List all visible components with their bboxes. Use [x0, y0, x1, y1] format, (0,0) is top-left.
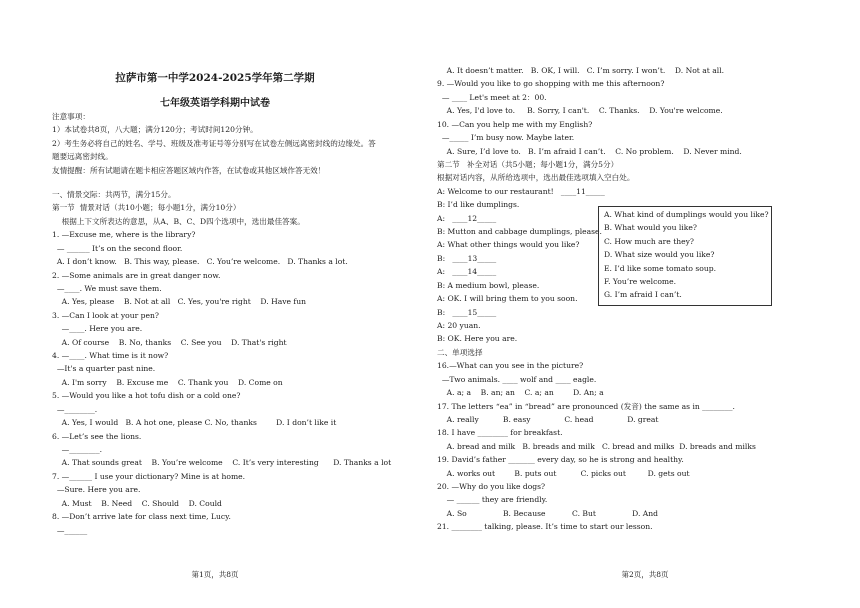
question-line: A. works out B. puts out C. picks out D. gets out	[437, 469, 690, 478]
question-line: B: A medium bowl, please.	[437, 281, 540, 290]
question-line: — ______ It’s on the second floor.	[52, 244, 183, 253]
question-line: 2. —Some animals are in great danger now.	[52, 271, 221, 280]
question-line: A: 20 yuan.	[437, 321, 481, 330]
option-item: D. What size would you like?	[604, 250, 715, 260]
footer-left: 第1页，共8页	[191, 570, 239, 579]
question-line: —____. We must save them.	[52, 284, 162, 293]
question-line: 16.—What can you see in the picture?	[437, 361, 584, 370]
question-line: —Sure. Here you are.	[52, 485, 141, 494]
notice-line: 2）考生务必将自己的姓名、学号、班级及准考证号等分别写在试卷左侧远离密封线的边缘处。答	[52, 139, 376, 148]
question-line: A. So B. Because C. But D. And	[437, 509, 659, 518]
question-line: 21. ________ talking, please. It’s time to start our lesson.	[437, 522, 653, 531]
question-line: A. really B. easy C. head D. great	[437, 415, 659, 424]
question-line: A: ____12_____	[437, 214, 497, 223]
question-line: 第二节 补全对话（共5小题；每小题1分，满分5分）	[437, 160, 619, 169]
question-line: —_____ I’m busy now. Maybe later.	[437, 133, 575, 142]
question-line: —____. Here you are.	[52, 324, 143, 333]
question-line: A. That sounds great B. You’re welcome C. It’s very interesting D. Thanks a lot	[52, 458, 392, 467]
question-line: — ______ they are friendly.	[437, 495, 548, 504]
question-line: A. Yes, please B. Not at all C. Yes, you're right D. Have fun	[52, 297, 307, 306]
option-item: B. What would you like?	[604, 223, 697, 233]
question-line: —________.	[52, 445, 103, 454]
question-line: B: ____13_____	[437, 254, 497, 263]
question-line: A. I don’t know. B. This way, please. C. You’re welcome. D. Thanks a lot.	[52, 257, 348, 266]
notice-line: 1）本试卷共8页，八大题；满分120分；考试时间120分钟。	[52, 125, 258, 134]
question-line: —It's a quarter past nine.	[52, 364, 156, 373]
question-line: A: What other things would you like?	[437, 240, 580, 249]
exam-title: 拉萨市第一中学2024-2025学年第二学期	[115, 72, 315, 84]
question-line: 20. —Why do you like dogs?	[437, 482, 546, 491]
question-line: 6. —Let’s see the lions.	[52, 432, 142, 441]
question-line: A. a; a B. an; an C. a; an D. An; a	[437, 388, 604, 397]
question-line: 19. David’s father _______ every day, so he is strong and healthy.	[437, 455, 684, 464]
question-line: A. bread and milk B. breads and milk C. bread and milks D. breads and milks	[437, 442, 756, 451]
question-line: — ____ Let's meet at 2：00.	[437, 93, 547, 102]
question-line: 4. —____. What time is it now?	[52, 351, 169, 360]
question-line: A. Sure, I’d love to. B. I’m afraid I can’t. C. No problem. D. Never mind.	[437, 147, 742, 156]
question-line: 根据对话内容，从所给选项中，选出最佳选项填入空白处。	[437, 173, 635, 182]
option-item: G. I’m afraid I can’t.	[604, 290, 682, 300]
question-line: 3. —Can I look at your pen?	[52, 311, 160, 320]
question-line: 一、情景交际：共两节，满分15分。	[52, 190, 176, 199]
question-line: 9. —Would you like to go shopping with me this afternoon?	[437, 79, 665, 88]
question-line: 1. —Excuse me, where is the library?	[52, 230, 196, 239]
question-line: 第一节 情景对话（共10小题；每小题1分，满分10分）	[52, 203, 241, 212]
question-line: —________.	[52, 405, 98, 414]
option-item: A. What kind of dumplings would you like?	[604, 210, 769, 219]
question-line: A: OK. I will bring them to you soon.	[437, 294, 578, 303]
question-line: A: ____14_____	[437, 267, 497, 276]
question-line: A. Yes, I'd love to. B. Sorry, I can't. C. Thanks. D. You're welcome.	[437, 106, 723, 115]
question-line: A. Yes, I would B. A hot one, please C. No, thanks D. I don’t like it	[52, 418, 337, 427]
question-line: A. Must B. Need C. Should D. Could	[52, 499, 222, 508]
option-item: E. I’d like some tomato soup.	[604, 263, 717, 273]
question-line: —Two animals. ____ wolf and ____ eagle.	[437, 375, 597, 384]
footer-right: 第2页，共8页	[621, 570, 669, 579]
notice-line: 友情提醒：所有试题请在题卡相应答题区域内作答，在试卷或其他区域作答无效！	[52, 166, 326, 175]
question-line: B: OK. Here you are.	[437, 334, 518, 343]
question-line: B: ____15_____	[437, 308, 497, 317]
question-line: A: Welcome to our restaurant! ____11_____	[437, 187, 605, 196]
question-line: —______	[52, 526, 88, 535]
option-item: F. You’re welcome.	[604, 277, 677, 286]
notice-line: 题要远离密封线。	[52, 152, 113, 161]
question-line: B: Mutton and cabbage dumplings, please.	[437, 227, 602, 236]
question-line: B: I’d like dumplings.	[437, 200, 520, 209]
exam-subtitle: 七年级英语学科期中试卷	[160, 98, 270, 109]
question-line: 18. I have ________ for breakfast.	[437, 428, 563, 437]
question-line: A. It doesn’t matter. B. OK, I will. C. I’m sorry. I won’t. D. Not at all.	[437, 66, 725, 75]
question-line: 7. —______ I use your dictionary? Mine is at home.	[52, 472, 246, 481]
question-line: 二、单项选择	[437, 348, 483, 357]
question-line: 5. —Would you like a hot tofu dish or a cold one?	[52, 391, 241, 400]
options-box	[598, 206, 772, 306]
question-line: 根据上下文所表达的意思，从A、B、C、D四个选项中，选出最佳答案。	[52, 217, 305, 226]
question-line: 8. —Don’t arrive late for class next time, Lucy.	[52, 512, 231, 521]
question-line: A. I'm sorry B. Excuse me C. Thank you D. Come on	[52, 378, 283, 387]
question-line: A. Of course B. No, thanks C. See you D. That's right	[52, 338, 287, 347]
notice-line: 注意事项：	[52, 112, 90, 121]
question-line: 10. —Can you help me with my English?	[437, 120, 593, 129]
option-item: C. How much are they?	[604, 236, 694, 246]
question-line: 17. The letters “ea” in “bread” are pronounced (发音) the same as in ________.	[437, 402, 735, 411]
